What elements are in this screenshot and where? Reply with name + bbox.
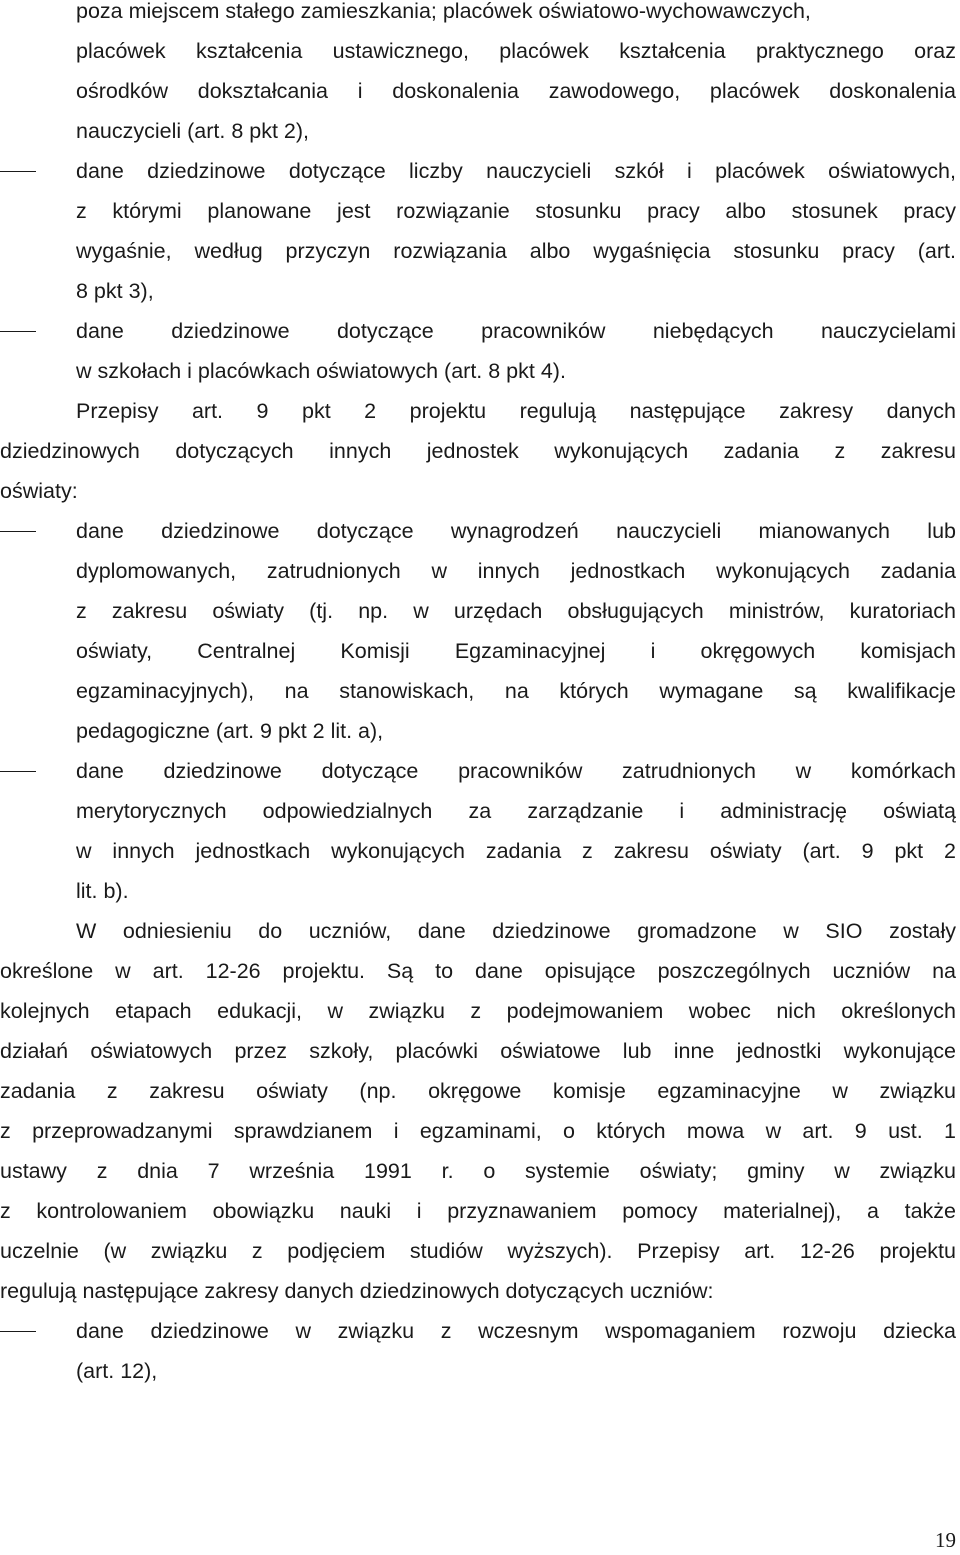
text-line: (art. 12),: [76, 1359, 158, 1383]
page-number: 19: [935, 1528, 956, 1552]
text-line: dziedzinowych dotyczących innych jednostek wykonujących zadania z zakresu: [0, 439, 956, 463]
text-line: poza miejscem stałego zamieszkania; placówek oświatowo-wychowawczych,: [76, 0, 811, 23]
text-line: dyplomowanych, zatrudnionych w innych jednostkach wykonujących zadania: [76, 559, 956, 583]
text-line: określone w art. 12-26 projektu. Są to dane opisujące poszczególnych uczniów na: [0, 959, 956, 983]
dash-bullet-icon: [0, 311, 36, 351]
text-line: ośrodków dokształcania i doskonalenia zawodowego, placówek doskonalenia: [76, 79, 956, 103]
text-line: uczelnie (w związku z podjęciem studiów wyższych). Przepisy art. 12-26 projektu: [0, 1239, 956, 1263]
text-line: z zakresu oświaty (tj. np. w urzędach obsługujących ministrów, kuratoriach: [76, 599, 956, 623]
text-line: w szkołach i placówkach oświatowych (art. 8 pkt 4).: [76, 359, 566, 383]
text-line: merytorycznych odpowiedzialnych za zarządzanie i administrację oświatą: [76, 799, 956, 823]
text-line: dane dziedzinowe dotyczące wynagrodzeń nauczycieli mianowanych lub: [76, 519, 956, 543]
text-line: z którymi planowane jest rozwiązanie stosunku pracy albo stosunek pracy: [76, 199, 956, 223]
text-line: regulują następujące zakresy danych dziedzinowych dotyczących uczniów:: [0, 1279, 714, 1303]
text-line: egzaminacyjnych), na stanowiskach, na których wymagane są kwalifikacje: [76, 679, 956, 703]
text-line: dane dziedzinowe dotyczące pracowników zatrudnionych w komórkach: [76, 759, 956, 783]
text-line: ustawy z dnia 7 września 1991 r. o systemie oświaty; gminy w związku: [0, 1159, 956, 1183]
text-line: placówek kształcenia ustawicznego, placówek kształcenia praktycznego oraz: [76, 39, 956, 63]
text-line: oświaty, Centralnej Komisji Egzaminacyjnej i okręgowych komisjach: [76, 639, 956, 663]
text-line: W odniesieniu do uczniów, dane dziedzinowe gromadzone w SIO zostały: [76, 919, 956, 943]
text-line: oświaty:: [0, 479, 78, 503]
text-line: nauczycieli (art. 8 pkt 2),: [76, 119, 310, 143]
text-line: w innych jednostkach wykonujących zadania z zakresu oświaty (art. 9 pkt 2: [76, 839, 956, 863]
text-line: z kontrolowaniem obowiązku nauki i przyznawaniem pomocy materialnej), a także: [0, 1199, 956, 1223]
dash-bullet-icon: [0, 511, 36, 551]
text-line: pedagogiczne (art. 9 pkt 2 lit. a),: [76, 719, 384, 743]
dash-bullet-icon: [0, 151, 36, 191]
text-line: dane dziedzinowe w związku z wczesnym wspomaganiem rozwoju dziecka: [76, 1319, 956, 1343]
text-line: kolejnych etapach edukacji, w związku z podejmowaniem wobec nich określonych: [0, 999, 956, 1023]
text-line: działań oświatowych przez szkoły, placówki oświatowe lub inne jednostki wykonujące: [0, 1039, 956, 1063]
text-line: 8 pkt 3),: [76, 279, 154, 303]
text-line: z przeprowadzanymi sprawdzianem i egzaminami, o których mowa w art. 9 ust. 1: [0, 1119, 956, 1143]
text-line: zadania z zakresu oświaty (np. okręgowe komisje egzaminacyjne w związku: [0, 1079, 956, 1103]
text-line: wygaśnie, według przyczyn rozwiązania albo wygaśnięcia stosunku pracy (art.: [76, 239, 956, 263]
dash-bullet-icon: [0, 1311, 36, 1351]
text-line: lit. b).: [76, 879, 129, 903]
text-line: dane dziedzinowe dotyczące pracowników niebędących nauczycielami: [76, 319, 956, 343]
dash-bullet-icon: [0, 751, 36, 791]
text-line: Przepisy art. 9 pkt 2 projektu regulują następujące zakresy danych: [76, 399, 956, 423]
text-line: dane dziedzinowe dotyczące liczby nauczycieli szkół i placówek oświatowych,: [76, 159, 956, 183]
